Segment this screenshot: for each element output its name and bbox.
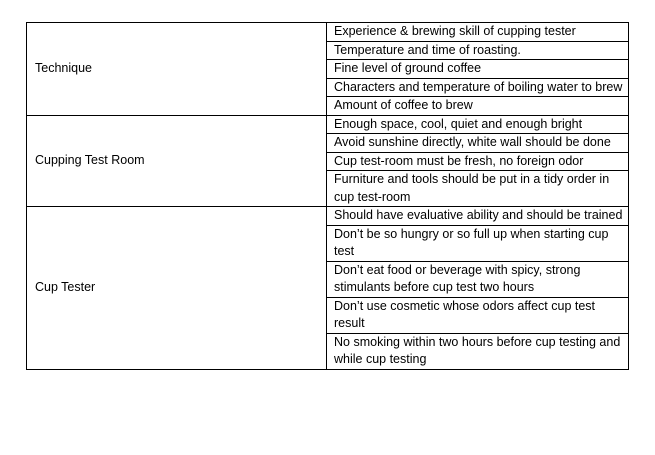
item-cell: Amount of coffee to brew: [327, 97, 629, 116]
item-cell: Don’t eat food or beverage with spicy, strong stimulants before cup test two hours: [327, 261, 629, 297]
item-cell: Temperature and time of roasting.: [327, 41, 629, 60]
item-cell: Cup test-room must be fresh, no foreign odor: [327, 152, 629, 171]
table-row: [27, 23, 629, 42]
item-cell: Enough space, cool, quiet and enough bright: [327, 115, 629, 134]
category-technique: Technique: [27, 23, 327, 116]
category-cupping-test-room: Cupping Test Room: [27, 115, 327, 207]
item-cell: Fine level of ground coffee: [327, 60, 629, 79]
item-cell: Avoid sunshine directly, white wall should be done: [327, 134, 629, 153]
factors-table: [26, 22, 629, 370]
table-row: [27, 115, 629, 134]
table-row: [27, 207, 629, 226]
item-cell: No smoking within two hours before cup testing and while cup testing: [327, 333, 629, 369]
category-cup-tester: Cup Tester: [27, 207, 327, 370]
item-cell: Furniture and tools should be put in a tidy order in cup test-room: [327, 171, 629, 207]
item-cell: Characters and temperature of boiling water to brew: [327, 78, 629, 97]
item-cell: Don’t be so hungry or so full up when starting cup test: [327, 225, 629, 261]
item-cell: Should have evaluative ability and should be trained: [327, 207, 629, 226]
item-cell: Don’t use cosmetic whose odors affect cup test result: [327, 297, 629, 333]
item-cell: Experience & brewing skill of cupping tester: [327, 23, 629, 42]
